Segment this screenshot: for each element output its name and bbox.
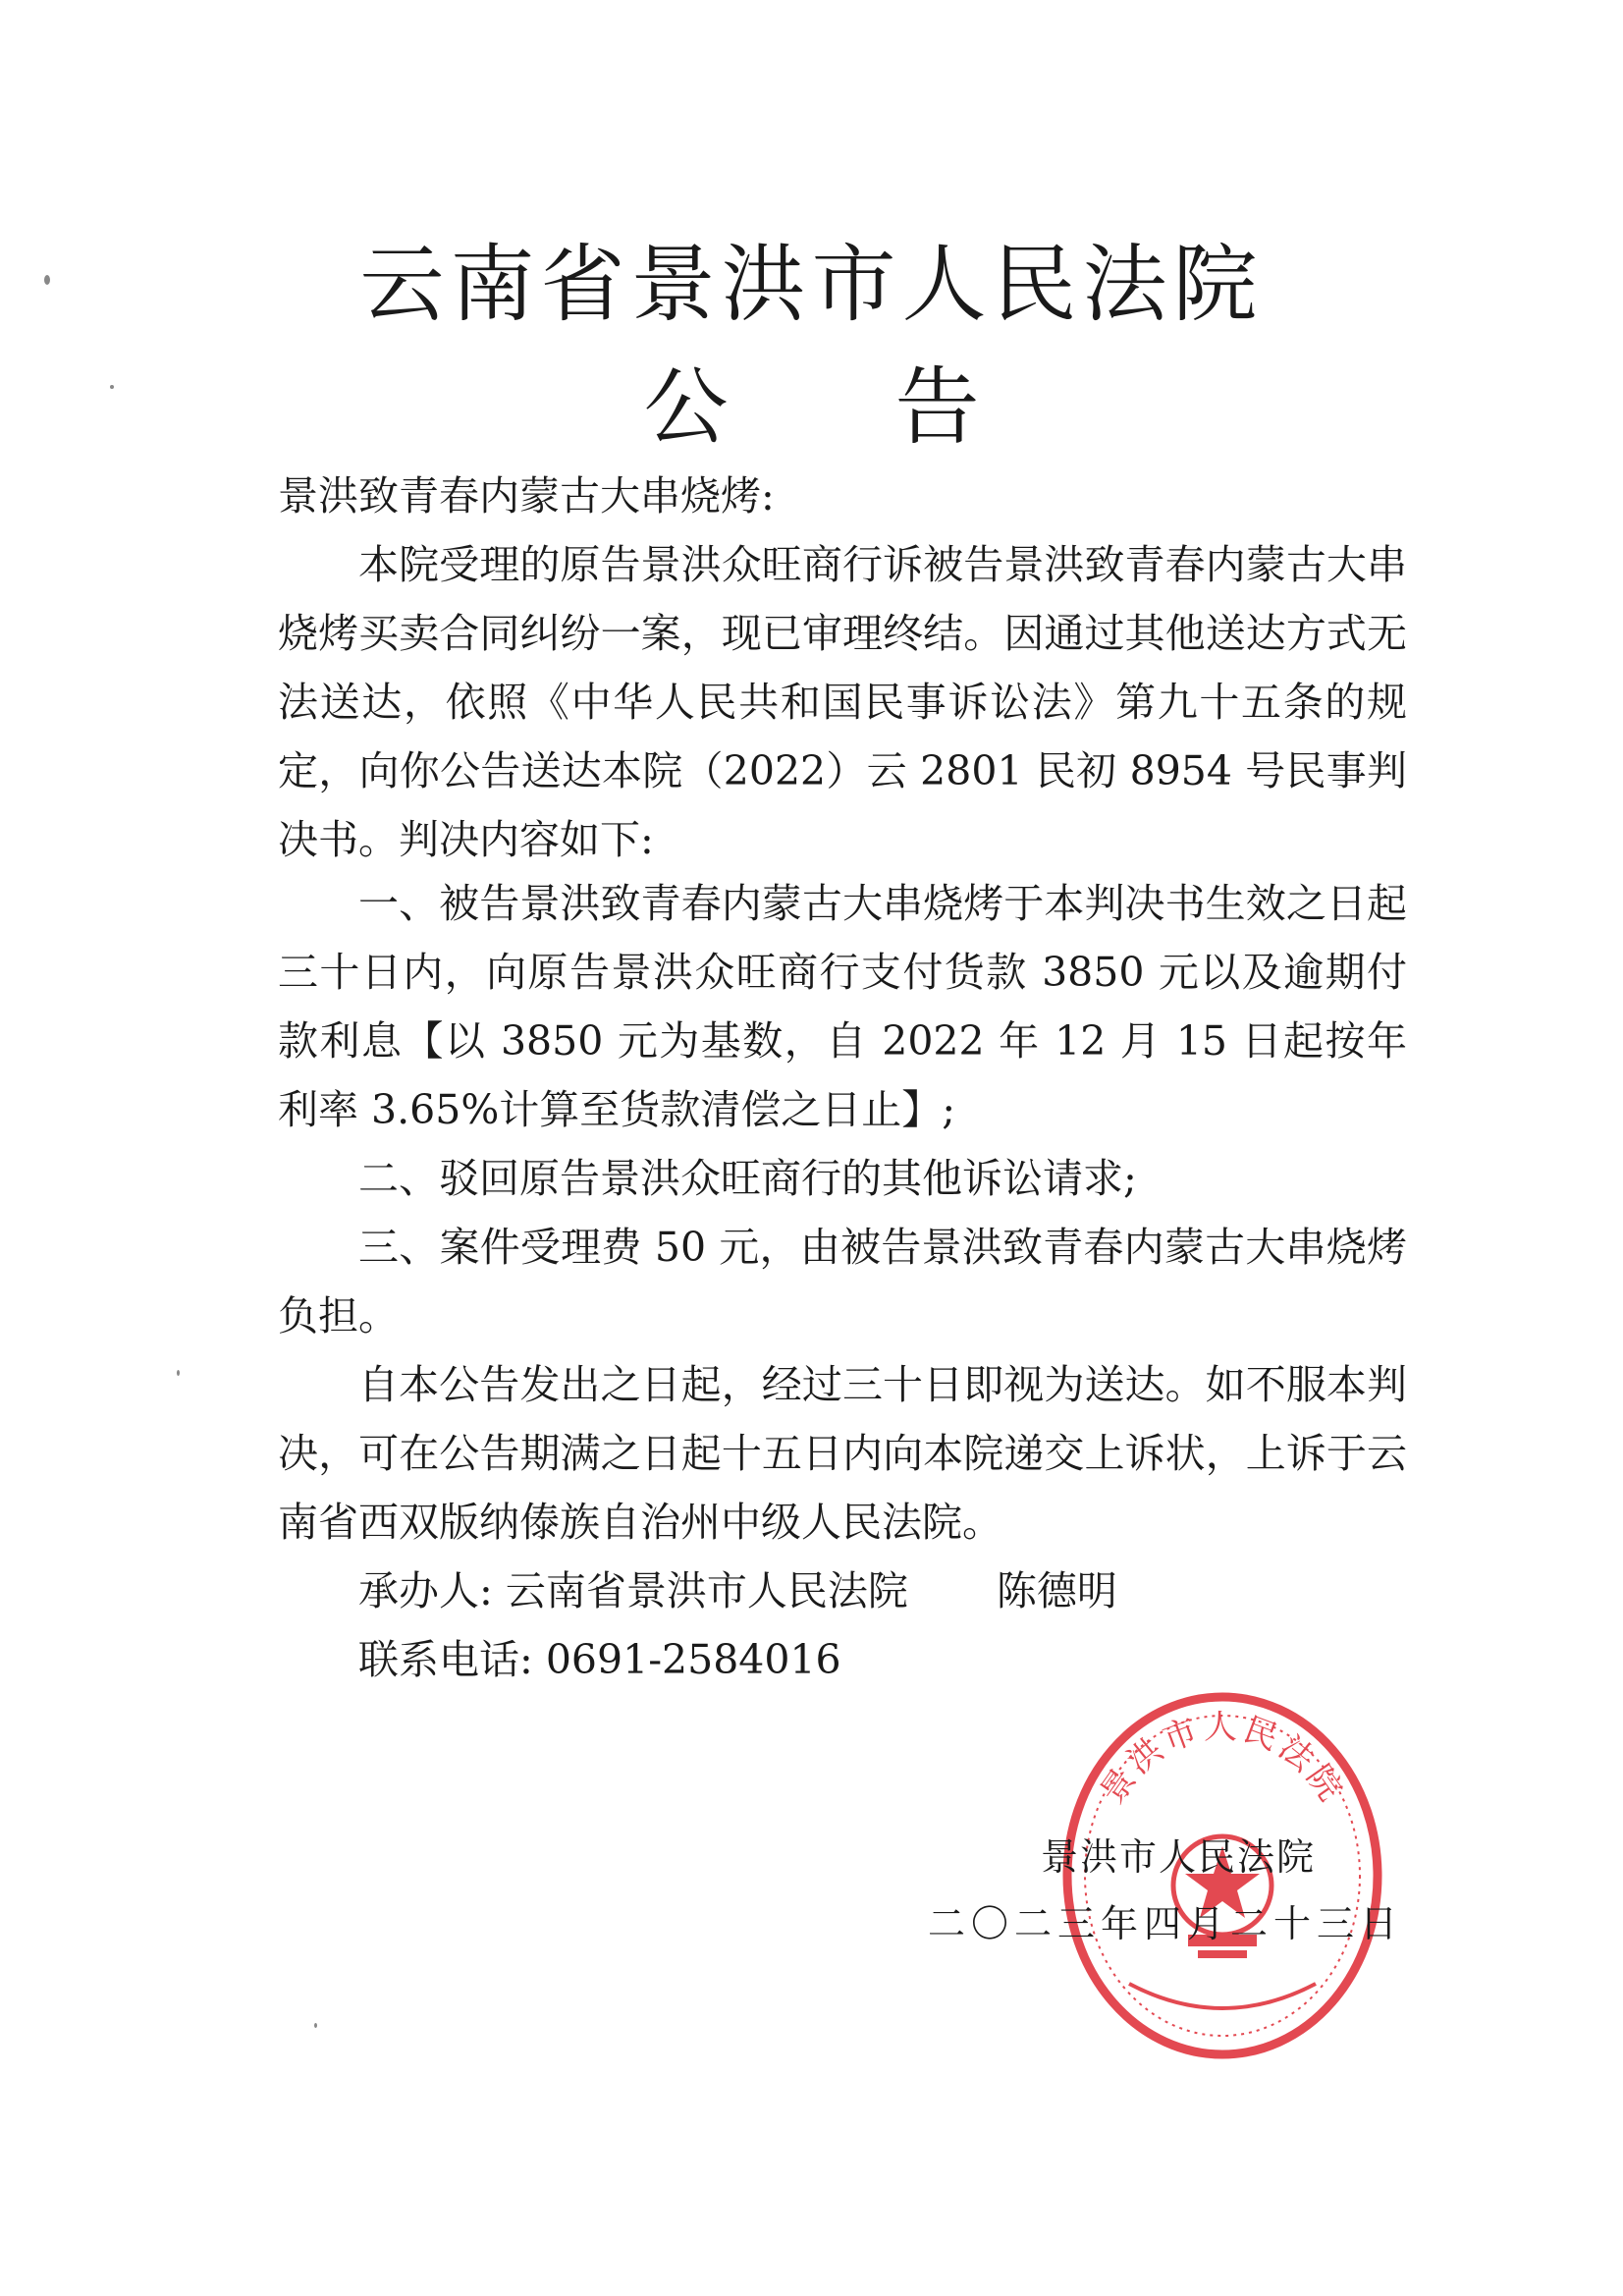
notice-title-char-1: 公 (643, 358, 729, 457)
handler-line (358, 1557, 1340, 1625)
handler-label: 承办人: 云南省景洪市人民法院 (358, 1567, 908, 1614)
scan-speck (44, 275, 50, 285)
signature-court: 景洪市人民法院 (1041, 1835, 1317, 1879)
contact-phone: 联系电话: 0691-2584016 (358, 1636, 841, 1683)
signature-date: 二〇二三年四月二十三日 (928, 1902, 1404, 1945)
notice-title (0, 339, 1623, 461)
scan-speck (314, 2023, 317, 2028)
court-title: 云南省景洪市人民法院 (359, 236, 1264, 334)
closing-paragraph: 自本公告发出之日起，经过三十日即视为送达。如不服本判决，可在公告期满之日起十五日内向本院递交上诉状，上诉于云南省西双版纳傣族自治州中级人民法院。 (278, 1361, 1407, 1546)
judgment-item-2: 二、驳回原告景洪众旺商行的其他诉讼请求; (358, 1155, 1137, 1202)
judgment-item-3: 三、案件受理费 50 元，由被告景洪致青春内蒙古大串烧烤负担。 (278, 1224, 1407, 1339)
intro-paragraph: 本院受理的原告景洪众旺商行诉被告景洪致青春内蒙古大串烧烤买卖合同纠纷一案，现已审理终结。因通过其他送达方式无法送达，依照《中华人民共和国民事诉讼法》第九十五条的规定，向你公告送达本院（2022）云 2801 民初 8954 号民事判决书。判决内容如下: (278, 541, 1407, 863)
addressee-line: 景洪致青春内蒙古大串烧烤: (278, 472, 775, 519)
judgment-item-1: 一、被告景洪致青春内蒙古大串烧烤于本判决书生效之日起三十日内，向原告景洪众旺商行支付货款 3850 元以及逾期付款利息【以 3850 元为基数，自 2022 年 12 月 15 日起按年利率 3.65%计算至货款清偿之日止】; (278, 880, 1407, 1133)
seal-text: 景洪市人民法院 (1092, 1708, 1353, 1812)
notice-title-char-2: 告 (894, 358, 980, 457)
scan-speck (177, 1370, 180, 1376)
handler-name: 陈德明 (996, 1567, 1117, 1614)
svg-text:景洪市人民法院 (1093, 1708, 1352, 1811)
scan-speck (110, 385, 114, 389)
